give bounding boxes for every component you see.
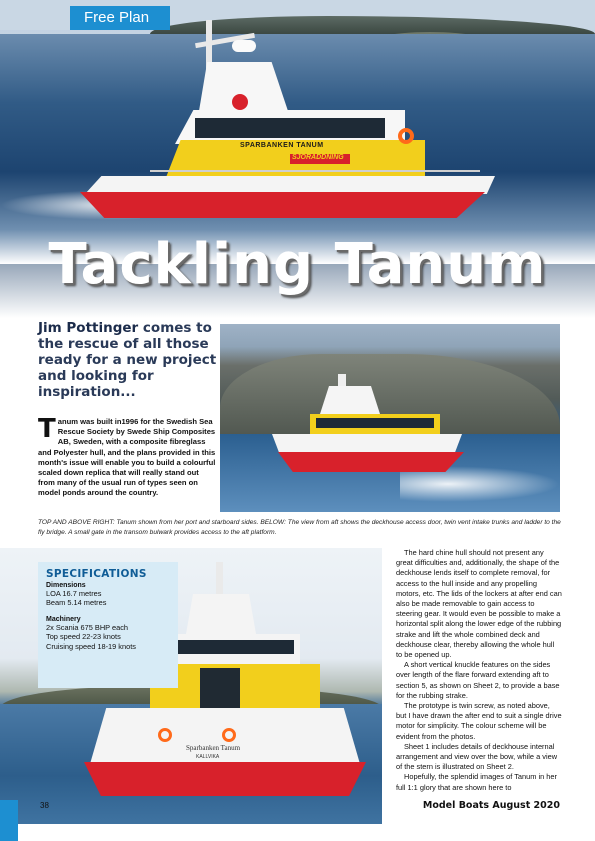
body-paragraph: Sheet 1 includes details of deckhouse internal arrangement and view over the bow, while a view of the stern is illustrated on Sheet 2. — [396, 741, 558, 772]
body-column — [396, 548, 562, 793]
body-paragraph: Hopefully, the splendid images of Tanum in her full 1:1 glory that are shown here to — [396, 772, 557, 792]
specs-beam: Beam 5.14 metres — [46, 598, 107, 608]
standfirst-text: comes to the rescue of all those ready for a new project and looking for inspiration... — [38, 320, 217, 400]
footer-accent-bar — [0, 800, 18, 841]
specs-top-speed: Top speed 22-23 knots — [46, 632, 121, 642]
body-paragraph: The prototype is twin screw, as noted above, but I have drawn the after end to suit a single drive motor for simplicity. The colour scheme will be evident from the photos. — [396, 701, 562, 741]
magazine-folio: Model Boats August 2020 — [422, 800, 560, 811]
drop-cap: T — [38, 414, 56, 444]
stern-boat-sponsor: Sparbanken Tanum — [186, 744, 241, 752]
hero-boat-lifebuoy — [398, 128, 414, 144]
specs-heading: SPECIFICATIONS — [46, 568, 147, 580]
specs-engines: 2x Scania 675 BHP each — [46, 622, 129, 632]
hero-photo — [0, 0, 595, 318]
specs-cruising-speed: Cruising speed 18-19 knots — [46, 641, 136, 651]
hero-boat-name: SJÖRÄDDNING — [292, 154, 344, 161]
specs-machinery-label: Machinery — [46, 615, 81, 623]
specs-dimensions-label: Dimensions — [46, 582, 86, 589]
body-paragraph: The hard chine hull should not present any great difficulties and, additionally, the shape of the deckhouse lends itself to complete removal, for access to the hull inside and any propelling motors, etc. The lids of the lockers at after end can also be made removable to gain access to steering gear. It would even be possible to make a horizontal split along the lower edge of the rubbing strake and lift the whole combined deck and deckhouse clear, thereby allowing the whole hull to be opened up. — [396, 548, 562, 660]
intro-text: anum was built in1996 for the Swedish Sea Rescue Society by Swede Ship Composites AB, Sweden, with a composite fibreglass and Polyester hull, and the plans provided in this month's issue will enable you to build a colourful scaled down replica that will really stand out from many of the usual run of types seen on model ponds around the country. — [38, 417, 216, 498]
specifications-box — [38, 562, 178, 688]
hero-boat-sponsor: SPARBANKEN TANUM — [240, 142, 324, 149]
starboard-photo — [220, 324, 560, 512]
photo-caption: TOP AND ABOVE RIGHT: Tanum shown from her port and starboard sides. BELOW: The view from aft shows the deckhouse access door, twin vent intake trunks and ladder to the fly bridge. A small gate in the transom bulwark provides access to the aft platform. — [38, 519, 561, 536]
stern-boat-homeport: KALLVIKA — [196, 754, 220, 760]
page-number: 38 — [40, 801, 49, 810]
intro-paragraph — [38, 414, 216, 499]
standfirst — [38, 320, 218, 400]
page-title: Tackling Tanum — [48, 232, 547, 297]
specs-loa: LOA 16.7 metres — [46, 589, 102, 598]
body-paragraph: A short vertical knuckle features on the sides over length of the flare forward extending aft to section 5, as shown on Sheet 2, to provide a base for the rubbing strake. — [396, 660, 560, 700]
author-name: Jim Pottinger — [38, 320, 139, 336]
section-tag: Free Plan — [70, 6, 170, 30]
